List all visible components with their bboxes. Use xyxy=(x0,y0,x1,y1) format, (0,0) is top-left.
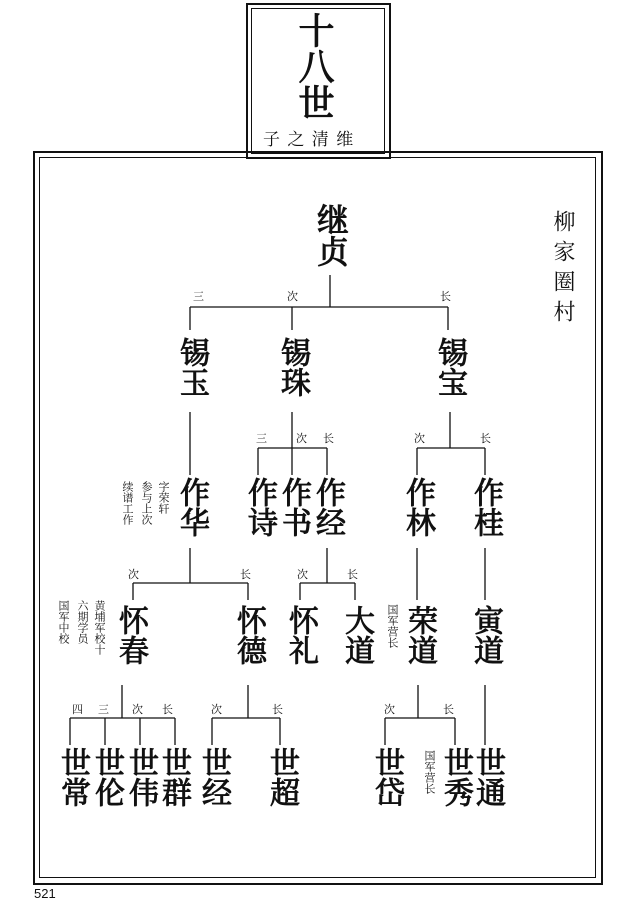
person-gen2: 作华 xyxy=(174,477,209,537)
person-gen1: 锡玉 xyxy=(174,337,209,397)
order-label: 次 xyxy=(414,432,425,445)
person-note: 参与上次 xyxy=(140,481,153,525)
order-label: 次 xyxy=(211,703,222,716)
person-note: 国军营长 xyxy=(423,750,436,794)
person-gen2: 作林 xyxy=(400,477,435,537)
order-label: 次 xyxy=(296,432,307,445)
order-label: 次 xyxy=(128,568,139,581)
page-number: 521 xyxy=(34,886,56,901)
order-label: 长 xyxy=(272,703,283,716)
person-gen4: 世秀 xyxy=(438,747,473,807)
person-gen3: 大道 xyxy=(339,605,374,665)
order-label: 三 xyxy=(98,703,109,716)
person-gen1: 锡珠 xyxy=(275,337,310,397)
person-gen3: 怀礼 xyxy=(283,605,318,665)
person-note: 黄埔军校十 xyxy=(93,600,106,655)
person-gen4: 世伦 xyxy=(89,747,124,807)
person-note: 六期学员 xyxy=(76,600,89,644)
person-gen3: 怀春 xyxy=(113,605,148,665)
order-label: 三 xyxy=(256,432,267,445)
person-gen4: 世超 xyxy=(264,747,299,807)
generation-title: 十八世 xyxy=(293,12,335,120)
order-label: 次 xyxy=(384,703,395,716)
person-gen2: 作书 xyxy=(276,477,311,537)
order-label: 长 xyxy=(347,568,358,581)
order-label: 四 xyxy=(72,703,83,716)
person-gen2: 作桂 xyxy=(468,477,503,537)
order-label: 三 xyxy=(193,290,204,303)
person-gen4: 世伟 xyxy=(123,747,158,807)
order-label: 长 xyxy=(323,432,334,445)
person-gen3: 寅道 xyxy=(468,605,503,665)
person-gen4: 世常 xyxy=(55,747,90,807)
order-label: 次 xyxy=(287,290,298,303)
person-gen3: 荣道 xyxy=(402,605,437,665)
order-label: 长 xyxy=(440,290,451,303)
order-label: 次 xyxy=(132,703,143,716)
person-note: 字荣轩 xyxy=(157,481,170,514)
person-gen2: 作经 xyxy=(310,477,345,537)
header-subtitle: 子 之 清 维 xyxy=(263,130,355,150)
village-label: 柳家圈村 xyxy=(550,210,575,330)
person-gen2: 作诗 xyxy=(242,477,277,537)
order-label: 长 xyxy=(240,568,251,581)
person-gen3: 怀德 xyxy=(231,605,266,665)
person-gen4: 世群 xyxy=(156,747,191,807)
person-gen1: 锡宝 xyxy=(432,337,467,397)
person-note: 续谱工作 xyxy=(121,481,134,525)
person-note: 国军营长 xyxy=(386,604,399,648)
order-label: 次 xyxy=(297,568,308,581)
person-gen4: 世经 xyxy=(196,747,231,807)
person-gen4: 世通 xyxy=(470,747,505,807)
order-label: 长 xyxy=(162,703,173,716)
order-label: 长 xyxy=(443,703,454,716)
person-root: 继贞 xyxy=(312,203,350,267)
person-note: 国军中校 xyxy=(57,600,70,644)
person-gen4: 世岱 xyxy=(369,747,404,807)
order-label: 长 xyxy=(480,432,491,445)
